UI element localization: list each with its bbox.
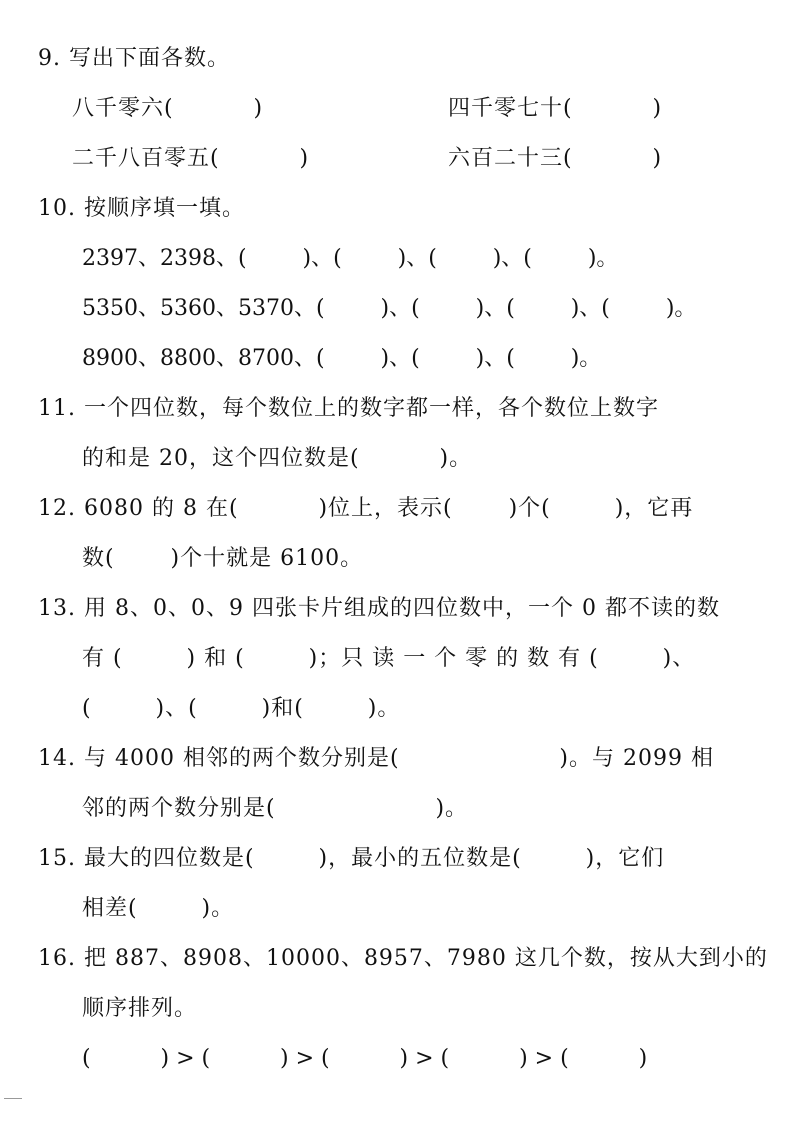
page-edge-mark (4, 1098, 22, 1099)
q12-line-1: 12. 6080 的 8 在( )位上，表示( )个( )，它再 (38, 496, 694, 521)
q14-line-1: 14. 与 4000 相邻的两个数分别是( )。与 2099 相 (38, 746, 714, 771)
q9-row1-right: 四千零七十( ) (448, 96, 663, 121)
q9-row1-left: 八千零六( ) (72, 96, 264, 121)
q10-sequence-1: 2397、2398、( )、( )、( )、( )。 (82, 246, 619, 271)
q16-line-1: 16. 把 887、8908、10000、8957、7980 这几个数，按从大到小的 (38, 946, 768, 971)
q9-row2-left: 二千八百零五( ) (72, 146, 310, 171)
q10-sequence-3: 8900、8800、8700、( )、( )、( )。 (82, 346, 602, 371)
q11-line-2: 的和是 20，这个四位数是( )。 (82, 446, 473, 471)
q11-line-1: 11. 一个四位数，每个数位上的数字都一样，各个数位上数字 (38, 396, 659, 421)
q10-sequence-2: 5350、5360、5370、( )、( )、( )、( )。 (82, 296, 697, 321)
q16-line-2: 顺序排列。 (82, 996, 198, 1021)
q13-line-3: ( )、( )和( )。 (82, 696, 401, 721)
q13-line-1: 13. 用 8、0、0、9 四张卡片组成的四位数中，一个 0 都不读的数 (38, 596, 720, 621)
q15-line-1: 15. 最大的四位数是( )，最小的五位数是( )，它们 (38, 846, 665, 871)
q10-title: 10. 按顺序填一填。 (38, 196, 245, 221)
q15-line-2: 相差( )。 (82, 896, 235, 921)
q9-row2-right: 六百二十三( ) (448, 146, 663, 171)
q14-line-2: 邻的两个数分别是( )。 (82, 796, 469, 821)
q12-line-2: 数( )个十就是 6100。 (82, 546, 364, 571)
q9-title: 9. 写出下面各数。 (38, 46, 230, 71)
q16-ordering-blanks: ( ) > ( ) > ( ) > ( ) > ( ) (82, 1046, 648, 1071)
q13-line-2: 有 ( ) 和 ( )；只 读 一 个 零 的 数 有 ( )、 (82, 646, 696, 671)
